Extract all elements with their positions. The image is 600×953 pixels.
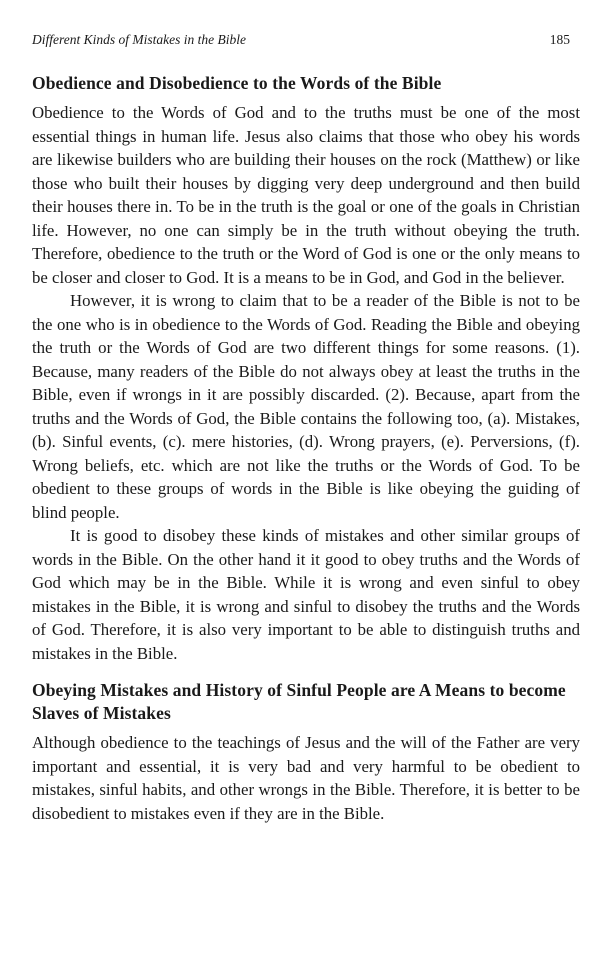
section-heading: Obeying Mistakes and History of Sinful People are A Means to become Slaves of Mistakes [32,680,566,723]
paragraph: It is good to disobey these kinds of mistakes and other similar groups of words in the Bible. On the other hand it it good to obey truths and the Words of God which may be in the Bible. While it is wrong and even sinful to obey mistakes in the Bible, it is wrong and sinful to disobey the truths and the Words of God. Therefore, it is also very important to be able to distinguish truths and mistakes in the Bible. [32,526,580,663]
section-obeying-mistakes [32,679,580,825]
paragraph: Although obedience to the teachings of Jesus and the will of the Father are very important and essential, it is very bad and very harmful to be obedient to mistakes, sinful habits, and other wrongs in the Bible. Therefore, it is better to be disobedient to mistakes even if they are in the Bible. [32,733,580,823]
page-number: 185 [549,32,570,47]
paragraph: However, it is wrong to claim that to be a reader of the Bible is not to be the one who is in obedience to the Words of God. Reading the Bible and obeying the truth or the Words of God are two different things for some reasons. (1). Because, many readers of the Bible do not always obey at least the truths in the Bible, even if wrongs in it are possibly discarded. (2). Because, apart from the truths and the Words of God, the Bible contains the following too, (a). Mistakes, (b). Sinful events, (c). mere histories, (d). Wrong prayers, (e). Perversions, (f). Wrong beliefs, etc. which are not like the truths or the Words of God. To be obedient to these groups of words in the Bible is like obeying the guiding of blind people. [32,291,580,522]
running-header [32,30,570,52]
running-title: Different Kinds of Mistakes in the Bible [32,32,246,47]
section-obedience [32,72,580,665]
section-heading: Obedience and Disobedience to the Words of the Bible [32,73,442,93]
page-body [32,72,580,825]
paragraph: Obedience to the Words of God and to the truths must be one of the most essential things in human life. Jesus also claims that those who obey his words are likewise builders who are building their houses on the rock (Matthew) or like those who built their houses by digging very deep underground and then build their houses there in. To be in the truth is the goal or one of the goals in Christian life. However, no one can simply be in the truth without obeying the truth. Therefore, obedience to the truth or the Word of God is one or the only means to be closer and closer to God. It is a means to be in God, and God in the believer. [32,103,580,287]
